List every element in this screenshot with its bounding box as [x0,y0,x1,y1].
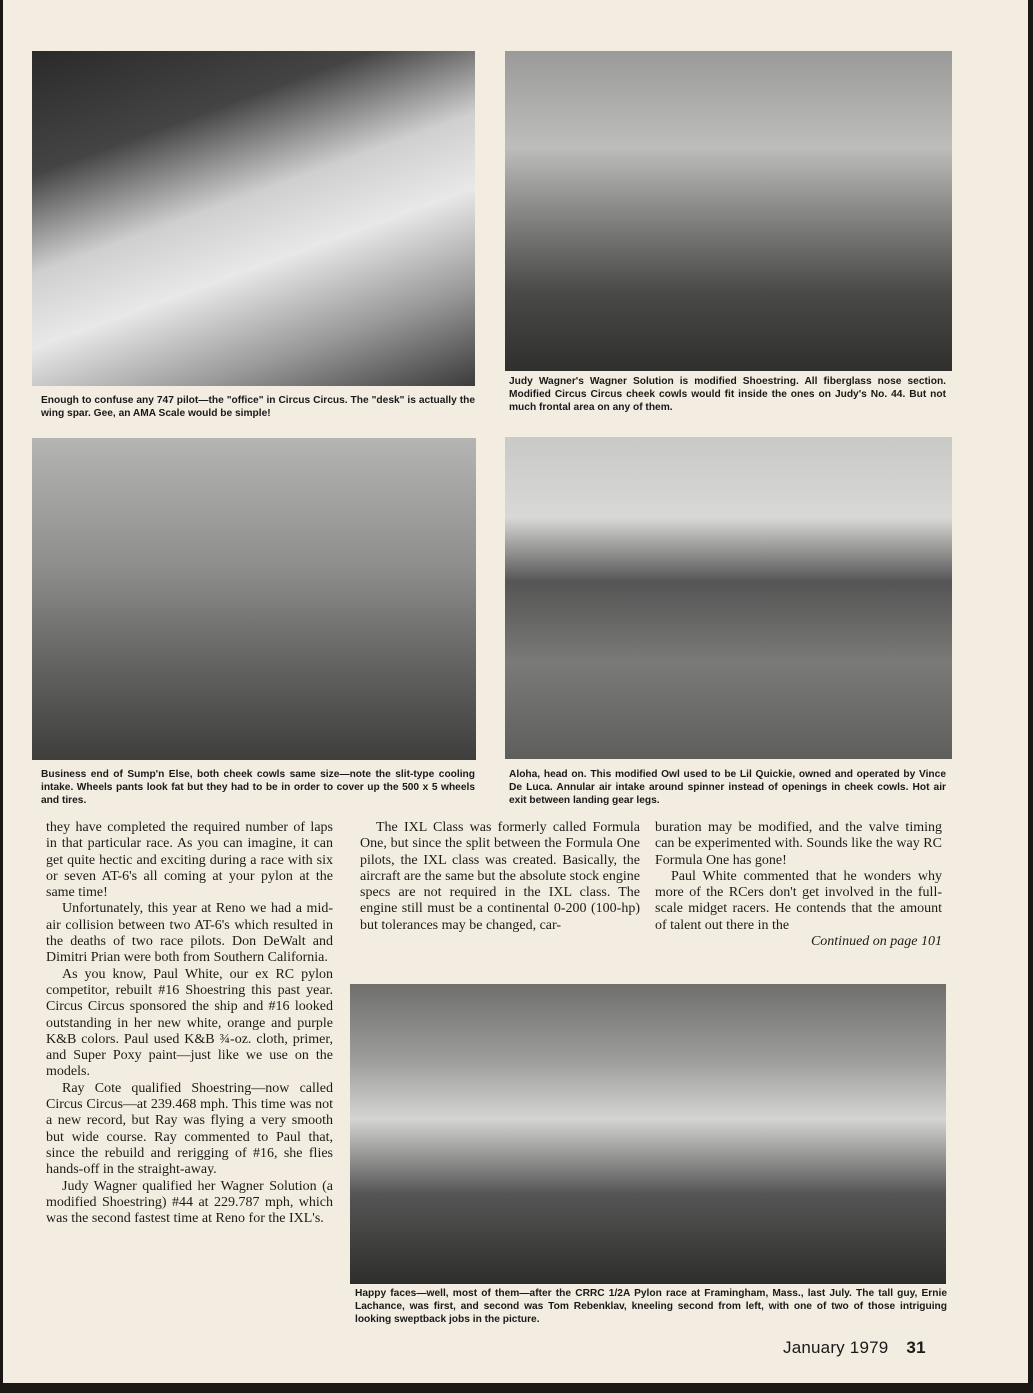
photo-sumpn-else [32,438,476,760]
paragraph: buration may be modified, and the valve timing can be experimented with. Sounds like the way RC Formula One has gone! [655,820,942,868]
issue-date: January 1979 [783,1338,889,1357]
page-footer [783,1338,926,1358]
page-number: 31 [906,1338,926,1357]
caption-cockpit: Enough to confuse any 747 pilot—the "office" in Circus Circus. The "desk" is actually the wing spar. Gee, an AMA Scale would be simple! [41,395,475,419]
paragraph: Judy Wagner qualified her Wagner Solution (a modified Shoestring) #44 at 229.787 mph, which was the second fastest time at Reno for the IXL's. [46,1178,333,1227]
photo-wagner-solution [505,51,952,371]
photo-group [350,984,946,1284]
paragraph: Unfortunately, this year at Reno we had a mid-air collision between two AT-6's which resulted in the deaths of two race pilots. Don DeWalt and Dimitri Prian were both from Southern California. [46,901,333,966]
continued-notice: Continued on page 101 [810,934,942,950]
article-column-2 [360,820,640,934]
article-column-3 [655,820,942,950]
caption-aloha: Aloha, head on. This modified Owl used to be Lil Quickie, owned and operated by Vince De Luca. Annular air intake around spinner instead of openings in cheek cowls. Hot air exit between landing gear legs. [509,769,946,806]
caption-sumpn-else: Business end of Sump'n Else, both cheek cowls same size—note the slit-type cooling intake. Wheels pants look fat but they had to be in order to cover up the 500 x 5 wheels and tires. [41,769,475,806]
paragraph: The IXL Class was formerly called Formula One, but since the split between the Formula One pilots, the IXL class was created. Basically, the aircraft are the same but the absolute stock engine specs are not required in the IXL class. The engine still must be a continental 0-200 (100-hp) but tolerances may be changed, car- [360,820,640,933]
caption-group: Happy faces—well, most of them—after the CRRC 1/2A Pylon race at Framingham, Mass., last July. The tall guy, Ernie Lachance, was first, and second was Tom Rebenklav, kneeling second from left, with one of two of those intriguing looking sweptback jobs in the picture. [355,1288,947,1325]
paragraph: Paul White commented that he wonders why more of the RCers don't get involved in the full-scale midget racers. He contends that the amount of talent out there in the [655,868,942,933]
paragraph: Ray Cote qualified Shoestring—now called Circus Circus—at 239.468 mph. This time was not a new record, but Ray was flying a very smooth but wide course. Ray commented to Paul that, since the rebuild and rerigging of #16, she flies hands-off in the straight-away. [46,1080,333,1178]
article-column-1 [46,820,333,1227]
magazine-page [3,0,1028,1383]
caption-wagner-solution: Judy Wagner's Wagner Solution is modified Shoestring. All fiberglass nose section. Modified Circus Circus cheek cowls would fit inside the ones on Judy's No. 44. But not much frontal area on any of them. [509,376,946,413]
photo-aloha [505,437,952,759]
paragraph: As you know, Paul White, our ex RC pylon competitor, rebuilt #16 Shoestring this past year. Circus Circus sponsored the ship and #16 looked outstanding in her new white, orange and purple K&B colors. Paul used K&B ¾-oz. cloth, primer, and Super Poxy paint—just like we use on the models. [46,966,333,1080]
paragraph: they have completed the required number of laps in that particular race. As you can imagine, it can get quite hectic and exciting during a race with six or seven AT-6's all coming at your pylon at the same time! [46,820,333,901]
photo-cockpit [32,51,475,386]
